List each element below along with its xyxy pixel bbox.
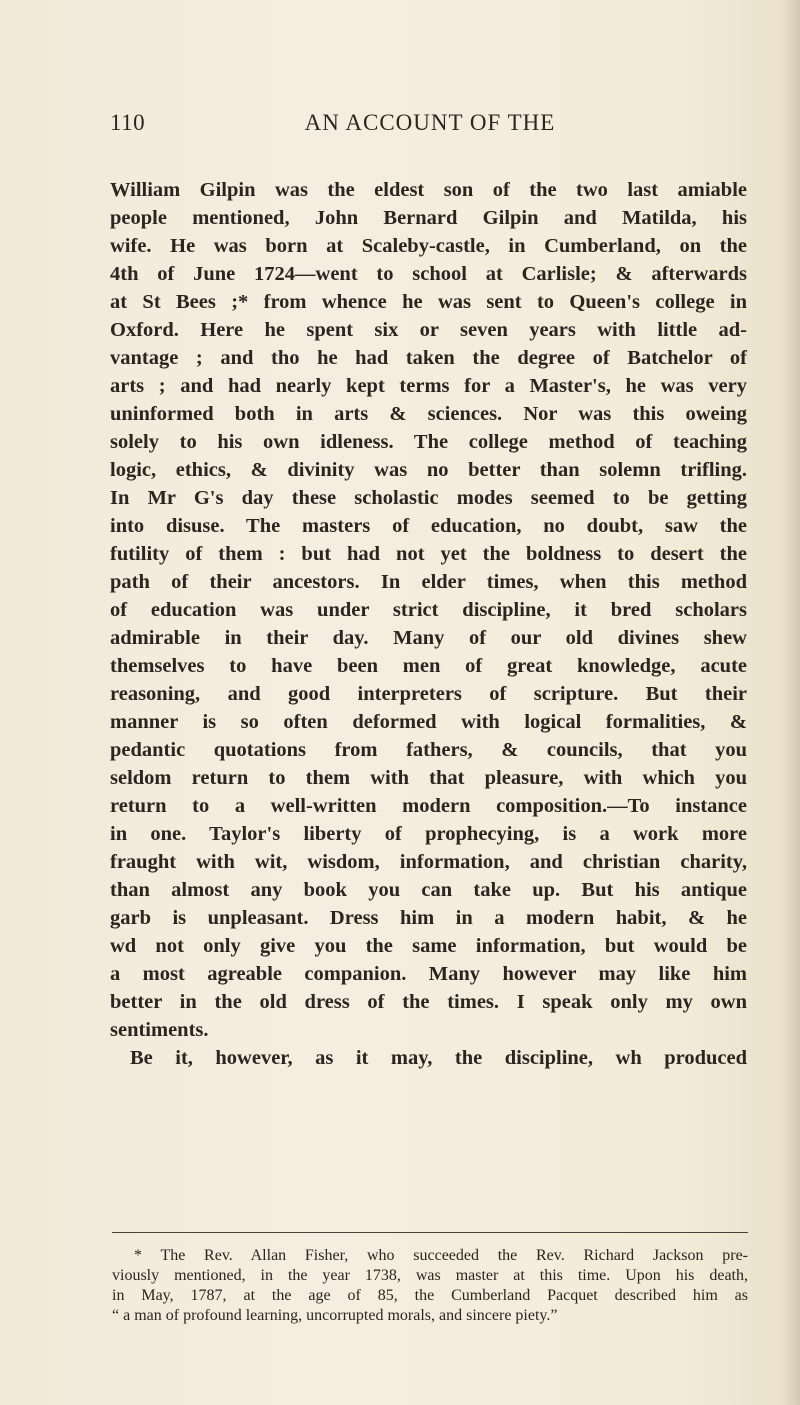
footnote-line: viously mentioned, in the year 1738, was master at this time. Upon his death,	[112, 1267, 748, 1284]
text-line: garb is unpleasant. Dress him in a modern habit, & he	[110, 907, 747, 929]
footnote-line: “ a man of profound learning, uncorrupted morals, and sincere piety.”	[112, 1307, 558, 1324]
footnote	[112, 1246, 748, 1326]
page-edge-shadow	[782, 0, 800, 1405]
text-line: pedantic quotations from fathers, & councils, that you	[110, 739, 747, 761]
text-line: arts ; and had nearly kept terms for a Master's, he was very	[110, 375, 747, 397]
text-line: Be it, however, as it may, the discipline, wh produced	[130, 1047, 747, 1069]
text-line: sentiments.	[110, 1019, 209, 1041]
text-line: manner is so often deformed with logical formalities, &	[110, 711, 747, 733]
page-header	[110, 110, 750, 150]
text-line: admirable in their day. Many of our old divines shew	[110, 627, 747, 649]
text-line: into disuse. The masters of education, no doubt, saw the	[110, 515, 747, 537]
footnote-line: * The Rev. Allan Fisher, who succeeded the Rev. Richard Jackson pre-	[134, 1247, 748, 1264]
page-number: 110	[110, 110, 146, 135]
text-line: solely to his own idleness. The college method of teaching	[110, 431, 747, 453]
text-line: In Mr G's day these scholastic modes seemed to be getting	[110, 487, 747, 509]
footnote-rule	[112, 1232, 748, 1233]
text-line: fraught with wit, wisdom, information, and christian charity,	[110, 851, 747, 873]
text-line: return to a well-written modern composition.—To instance	[110, 795, 747, 817]
text-line: William Gilpin was the eldest son of the two last amiable	[110, 179, 747, 201]
text-line: seldom return to them with that pleasure, with which you	[110, 767, 747, 789]
text-line: at St Bees ;* from whence he was sent to Queen's college in	[110, 291, 747, 313]
text-line: futility of them : but had not yet the boldness to desert the	[110, 543, 747, 565]
running-head: AN ACCOUNT OF THE	[304, 110, 556, 135]
text-line: reasoning, and good interpreters of scripture. But their	[110, 683, 747, 705]
text-line: vantage ; and tho he had taken the degree of Batchelor of	[110, 347, 747, 369]
text-line: than almost any book you can take up. But his antique	[110, 879, 747, 901]
text-line: path of their ancestors. In elder times, when this method	[110, 571, 747, 593]
text-line: people mentioned, John Bernard Gilpin and Matilda, his	[110, 207, 747, 229]
text-line: Oxford. Here he spent six or seven years with little ad-	[110, 319, 747, 341]
text-line: wd not only give you the same information, but would be	[110, 935, 747, 957]
text-line: logic, ethics, & divinity was no better than solemn trifling.	[110, 459, 747, 481]
text-line: better in the old dress of the times. I speak only my own	[110, 991, 747, 1013]
body-text	[110, 176, 747, 1072]
footnote-line: in May, 1787, at the age of 85, the Cumberland Pacquet described him as	[112, 1287, 748, 1304]
text-line: uninformed both in arts & sciences. Nor was this oweing	[110, 403, 747, 425]
text-line: wife. He was born at Scaleby-castle, in Cumberland, on the	[110, 235, 747, 257]
text-line: a most agreable companion. Many however may like him	[110, 963, 747, 985]
text-line: in one. Taylor's liberty of prophecying, is a work more	[110, 823, 747, 845]
text-line: themselves to have been men of great knowledge, acute	[110, 655, 747, 677]
text-line: of education was under strict discipline, it bred scholars	[110, 599, 747, 621]
text-line: 4th of June 1724—went to school at Carlisle; & afterwards	[110, 263, 747, 285]
